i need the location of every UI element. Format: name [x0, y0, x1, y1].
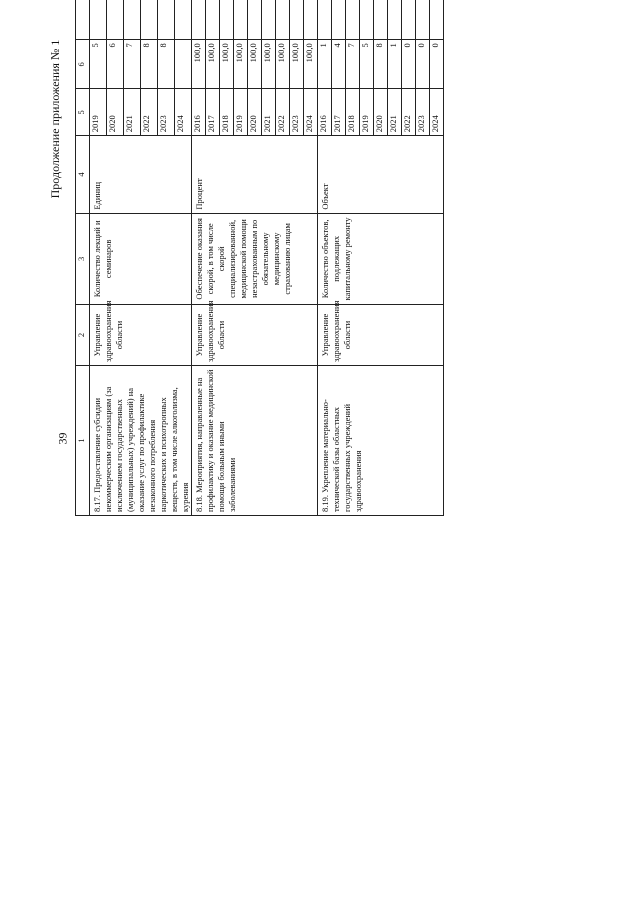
value-cell — [388, 0, 402, 40]
value-cell — [332, 0, 346, 40]
value-cell: 8 — [374, 40, 388, 89]
value-cell — [430, 0, 444, 40]
value-cell — [107, 0, 124, 40]
value-cell: 100,0 — [234, 40, 248, 89]
measure-cell: 8.18. Мероприятия, направленные на профилактику и оказание медицинской помощи больным иными заболеваниями — [192, 365, 318, 515]
value-cell — [304, 0, 318, 40]
value-cell — [360, 0, 374, 40]
executor-cell: Управление здравоохранения области — [318, 305, 444, 366]
value-cell — [374, 0, 388, 40]
value-cell: 5 — [90, 40, 107, 89]
value-cell — [220, 0, 234, 40]
year-cell: 2021 — [124, 89, 141, 136]
year-cell: 2022 — [402, 89, 416, 136]
continuation-title: Продолжение приложения № 1 — [48, 39, 62, 199]
program-measures-table — [75, 0, 444, 516]
year-cell: 2017 — [206, 89, 220, 136]
col-header — [76, 0, 90, 40]
value-cell — [141, 0, 158, 40]
value-cell: 0 — [416, 40, 430, 89]
year-cell: 2022 — [141, 89, 158, 136]
year-cell: 2020 — [248, 89, 262, 136]
measure-cell: 8.19. Укрепление материально-технической базы областных государственных учреждений здравоохранения — [318, 365, 444, 515]
page-number: 39 — [55, 432, 70, 445]
value-cell — [206, 0, 220, 40]
executor-cell: Управление здравоохранения области — [90, 305, 192, 366]
year-cell: 2023 — [158, 89, 175, 136]
year-cell: 2024 — [430, 89, 444, 136]
year-cell: 2016 — [192, 89, 206, 136]
value-cell — [276, 0, 290, 40]
value-cell: 0 — [430, 40, 444, 89]
value-cell — [290, 0, 304, 40]
value-cell — [175, 40, 192, 89]
value-cell: 100,0 — [248, 40, 262, 89]
table-row — [318, 0, 332, 516]
value-cell: 100,0 — [290, 40, 304, 89]
col-header: 5 — [76, 89, 90, 136]
year-cell: 2016 — [318, 89, 332, 136]
year-cell: 2019 — [234, 89, 248, 136]
value-cell: 100,0 — [304, 40, 318, 89]
value-cell — [124, 0, 141, 40]
value-cell: 100,0 — [220, 40, 234, 89]
value-cell — [175, 0, 192, 40]
col-header: 6 — [76, 40, 90, 89]
value-cell: 1 — [318, 40, 332, 89]
col-header: 2 — [76, 305, 90, 366]
executor-cell: Управление здравоохранения области — [192, 305, 318, 366]
year-cell: 2021 — [388, 89, 402, 136]
year-cell: 2021 — [262, 89, 276, 136]
year-cell: 2024 — [175, 89, 192, 136]
table-wrapper — [75, 0, 579, 516]
unit-cell: Объект — [318, 136, 444, 213]
year-cell: 2018 — [220, 89, 234, 136]
col-header: 4 — [76, 136, 90, 213]
value-cell: 100,0 — [276, 40, 290, 89]
value-cell — [158, 0, 175, 40]
value-cell: 6 — [107, 40, 124, 89]
year-cell: 2023 — [290, 89, 304, 136]
col-header: 1 — [76, 365, 90, 515]
header-row — [76, 0, 90, 516]
value-cell — [248, 0, 262, 40]
value-cell: 1 — [388, 40, 402, 89]
col-header: 3 — [76, 213, 90, 304]
value-cell: 0 — [402, 40, 416, 89]
unit-cell: Процент — [192, 136, 318, 213]
value-cell: 100,0 — [206, 40, 220, 89]
indicator-cell: Количество объектов, подлежащих капитальному ремонту — [318, 213, 444, 304]
value-cell: 8 — [158, 40, 175, 89]
value-cell: 8 — [141, 40, 158, 89]
year-cell: 2019 — [360, 89, 374, 136]
unit-cell: Единиц — [90, 136, 192, 213]
value-cell: 100,0 — [262, 40, 276, 89]
year-cell: 2020 — [374, 89, 388, 136]
measure-cell: 8.17. Предоставление субсидии некоммерческим организациям (за исключением государственных (муниципальных) учреждений) на оказание услуг по профилактике незаконного потребления наркотических и психотропных веществ, в том числе алкоголизма, курения — [90, 365, 192, 515]
value-cell: 5 — [360, 40, 374, 89]
year-cell: 2018 — [346, 89, 360, 136]
year-cell: 2022 — [276, 89, 290, 136]
indicator-cell: Обеспечение оказания скорой, в том числе скорой специализированной, медицинской помощи незастрахованным по обязательному медицинскому страхованию лицам — [192, 213, 318, 304]
rotated-table-area — [75, 12, 579, 892]
value-cell — [90, 0, 107, 40]
value-cell: 7 — [346, 40, 360, 89]
value-cell — [416, 0, 430, 40]
value-cell — [192, 0, 206, 40]
value-cell — [346, 0, 360, 40]
value-cell — [262, 0, 276, 40]
table-row — [192, 0, 206, 516]
table-row — [90, 0, 107, 516]
value-cell: 100,0 — [192, 40, 206, 89]
year-cell: 2020 — [107, 89, 124, 136]
value-cell — [234, 0, 248, 40]
value-cell — [402, 0, 416, 40]
year-cell: 2024 — [304, 89, 318, 136]
year-cell: 2019 — [90, 89, 107, 136]
year-cell: 2017 — [332, 89, 346, 136]
value-cell: 7 — [124, 40, 141, 89]
year-cell: 2023 — [416, 89, 430, 136]
value-cell — [318, 0, 332, 40]
value-cell: 4 — [332, 40, 346, 89]
indicator-cell: Количество лекций и семинаров — [90, 213, 192, 304]
